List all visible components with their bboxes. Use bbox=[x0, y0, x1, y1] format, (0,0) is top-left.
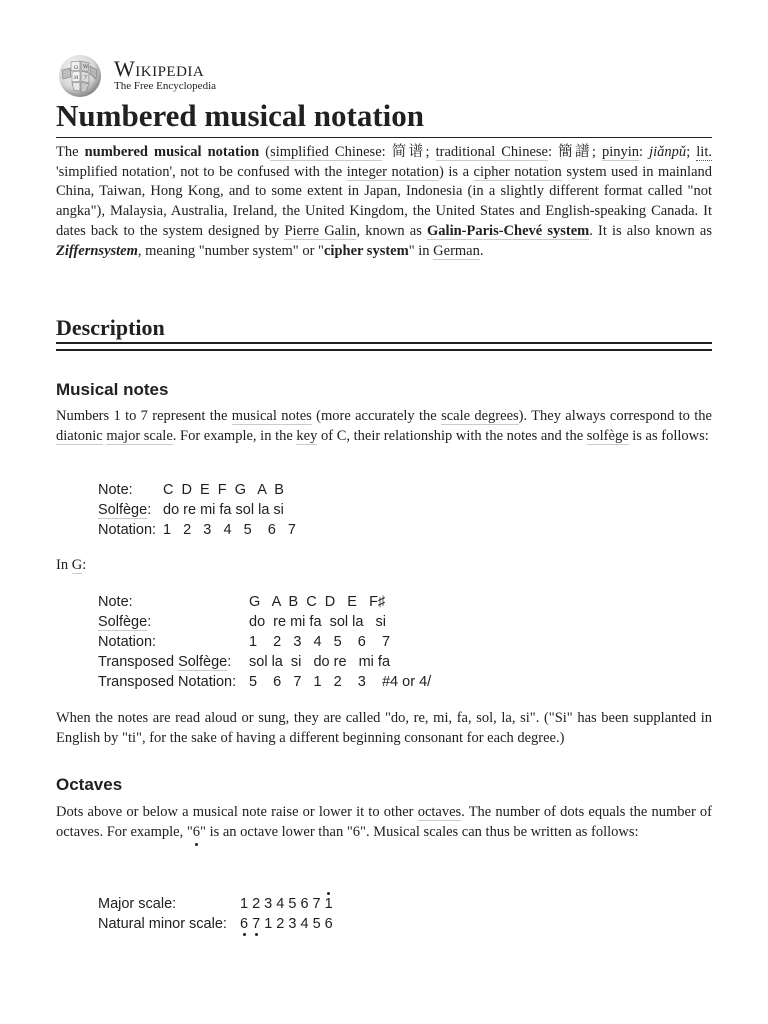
svg-text:Ω: Ω bbox=[74, 65, 79, 71]
intro-paragraph bbox=[56, 143, 712, 261]
intro-text: " in bbox=[408, 242, 434, 259]
g-note-label: Note: bbox=[98, 594, 133, 610]
subheading-musical-notes: Musical notes bbox=[56, 380, 169, 399]
para-text: of C, their relationship with the notes and the bbox=[317, 427, 587, 444]
svg-text:И: И bbox=[74, 75, 79, 81]
scale-digits: 1 2 3 4 5 6 bbox=[260, 916, 333, 932]
g-solfege-values: do re mi fa sol la si bbox=[249, 614, 386, 630]
brand-name: Wikipedia bbox=[114, 56, 205, 81]
scale-digits: 1 2 3 4 5 6 7 bbox=[240, 896, 325, 912]
page-title: Numbered musical notation bbox=[56, 98, 425, 133]
intro-text: ) is a bbox=[439, 163, 474, 180]
para-text: . The number of dots equals the number of octaves. For example, " bbox=[56, 804, 713, 840]
link-german[interactable]: German bbox=[433, 242, 480, 259]
section-divider-top bbox=[56, 342, 712, 344]
label-colon: : bbox=[227, 654, 232, 670]
cipher-system-term: cipher system bbox=[323, 242, 409, 259]
link-solfege[interactable]: solfège bbox=[586, 427, 629, 444]
note-digit: 6 bbox=[192, 823, 201, 840]
c-note-label: Note: bbox=[98, 482, 133, 498]
c-solfege-values: do re mi fa sol la si bbox=[163, 502, 284, 518]
wikipedia-globe-icon bbox=[56, 52, 104, 98]
para-text: Dots above or below a musical note raise or lower it to other bbox=[56, 804, 418, 820]
intro-text: : 簡譜; bbox=[547, 144, 602, 160]
subheading-octaves: Octaves bbox=[56, 775, 123, 794]
link-scale-degrees[interactable]: scale degrees bbox=[441, 408, 519, 424]
low-octave-six bbox=[193, 823, 200, 843]
link-pierre-galin[interactable]: Pierre Galin bbox=[284, 222, 357, 239]
label-text: Transposed bbox=[98, 654, 179, 670]
low-octave-six bbox=[240, 914, 248, 934]
para-text: is as follows: bbox=[628, 427, 709, 444]
g-transposed-notation-label: Transposed Notation: bbox=[98, 674, 237, 690]
in-g-line bbox=[56, 556, 712, 576]
link-pinyin[interactable]: pinyin bbox=[601, 144, 640, 160]
c-notation-label: Notation: bbox=[98, 522, 157, 538]
intro-text: system used in mainland China, Taiwan, Hong Kong, and to some extent in Japan, Indonesia (in a slightly different format called "not angka"), Malaysia, Australia, Ireland, the United Kingdom, the United States and English-speaking Canada. It dates back to the system designed by bbox=[56, 163, 713, 239]
link-galin-paris-cheve-system[interactable]: Galin-Paris-Chevé system bbox=[427, 222, 590, 239]
para-text: ). They always correspond to the bbox=[518, 408, 712, 424]
link-key[interactable]: key bbox=[296, 427, 318, 444]
intro-text: ( bbox=[259, 144, 271, 160]
intro-text: : 简谱; bbox=[381, 144, 436, 160]
link-integer-notation[interactable]: integer notation bbox=[346, 163, 440, 180]
link-traditional-chinese[interactable]: traditional Chinese bbox=[435, 144, 548, 160]
intro-text: . bbox=[479, 242, 484, 259]
para-text: Numbers 1 to 7 represent the bbox=[56, 408, 232, 424]
svg-text:ア: ア bbox=[83, 75, 89, 81]
c-note-values: C D E F G A B bbox=[163, 482, 284, 498]
read-aloud-paragraph: When the notes are read aloud or sung, they are called "do, re, mi, fa, sol, la, si". ("Si" has been supplanted in English by "ti", for the sake of having a different beginning consonant for each degree.) bbox=[56, 710, 712, 746]
link-diatonic[interactable]: diatonic bbox=[56, 427, 103, 444]
pinyin-text: jiǎnpǔ bbox=[649, 144, 687, 160]
high-octave-one bbox=[325, 894, 333, 914]
link-octaves[interactable]: octaves bbox=[417, 804, 462, 820]
para-text: : bbox=[82, 557, 87, 573]
wikipedia-wordmark bbox=[114, 58, 216, 92]
link-solfege-transposed[interactable]: Solfège bbox=[178, 654, 228, 670]
link-solfege-g[interactable]: Solfège bbox=[98, 614, 148, 630]
minor-scale-label: Natural minor scale: bbox=[98, 916, 227, 932]
para-text: " is an octave lower than "6". Musical scales can thus be written as follows: bbox=[200, 823, 639, 840]
g-notation-label: Notation: bbox=[98, 634, 157, 650]
g-transposed-solfege-label bbox=[98, 652, 231, 672]
para-text: . For example, in the bbox=[172, 427, 297, 444]
intro-text: The bbox=[56, 144, 85, 160]
intro-text: 'simplified notation', not to be confused with the bbox=[56, 163, 347, 180]
dot-below bbox=[255, 933, 258, 936]
g-note-values: G A B C D E F♯ bbox=[249, 594, 386, 610]
dot-below bbox=[195, 843, 198, 846]
para-text: In bbox=[56, 557, 72, 573]
musical-notes-paragraph bbox=[56, 407, 712, 446]
section-heading-description: Description bbox=[56, 315, 165, 340]
g-transposed-solfege-values: sol la si do re mi fa bbox=[249, 654, 391, 670]
note-digit: 1 bbox=[324, 896, 333, 912]
dot-above bbox=[327, 892, 330, 895]
intro-text: ; bbox=[686, 144, 697, 160]
wikipedia-logo[interactable] bbox=[56, 52, 216, 98]
major-scale-label: Major scale: bbox=[98, 896, 177, 912]
link-g[interactable]: G bbox=[71, 557, 83, 573]
note-digit: 7 bbox=[252, 916, 261, 932]
link-simplified-chinese[interactable]: simplified Chinese bbox=[270, 144, 382, 160]
g-solfege-label bbox=[98, 612, 151, 632]
g-transposed-notation-values: 5 6 7 1 2 3 #4 or 4/ bbox=[249, 674, 432, 690]
intro-term: numbered musical notation bbox=[84, 144, 260, 160]
intro-text: , known as bbox=[356, 222, 428, 239]
intro-text: : bbox=[639, 144, 650, 160]
dot-below bbox=[243, 933, 246, 936]
section-divider-bottom bbox=[56, 349, 712, 351]
c-notation-values: 1 2 3 4 5 6 7 bbox=[163, 522, 296, 538]
g-notation-values: 1 2 3 4 5 6 7 bbox=[249, 634, 391, 650]
intro-text: , meaning "number system" or " bbox=[137, 242, 324, 259]
label-colon: : bbox=[147, 614, 152, 630]
octaves-paragraph bbox=[56, 803, 712, 842]
label-colon: : bbox=[147, 502, 152, 518]
major-scale-values bbox=[240, 894, 333, 914]
svg-text:W: W bbox=[83, 64, 89, 70]
low-octave-seven bbox=[252, 914, 260, 934]
brand-tagline: The Free Encyclopedia bbox=[114, 80, 217, 92]
link-solfege-c[interactable]: Solfège bbox=[98, 502, 148, 518]
link-musical-notes[interactable]: musical notes bbox=[231, 408, 312, 424]
title-divider bbox=[56, 137, 712, 138]
note-digit: 6 bbox=[240, 916, 249, 932]
link-cipher-notation[interactable]: cipher notation bbox=[473, 163, 562, 180]
para-text: (more accurately the bbox=[311, 408, 442, 424]
intro-text: . It is also known as bbox=[589, 222, 712, 239]
minor-scale-values bbox=[240, 914, 333, 934]
link-lit[interactable]: lit. bbox=[696, 144, 712, 160]
link-major-scale[interactable]: major scale bbox=[106, 427, 173, 444]
ziffernsystem-term: Ziffernsystem bbox=[56, 242, 138, 259]
c-solfege-label bbox=[98, 500, 151, 520]
